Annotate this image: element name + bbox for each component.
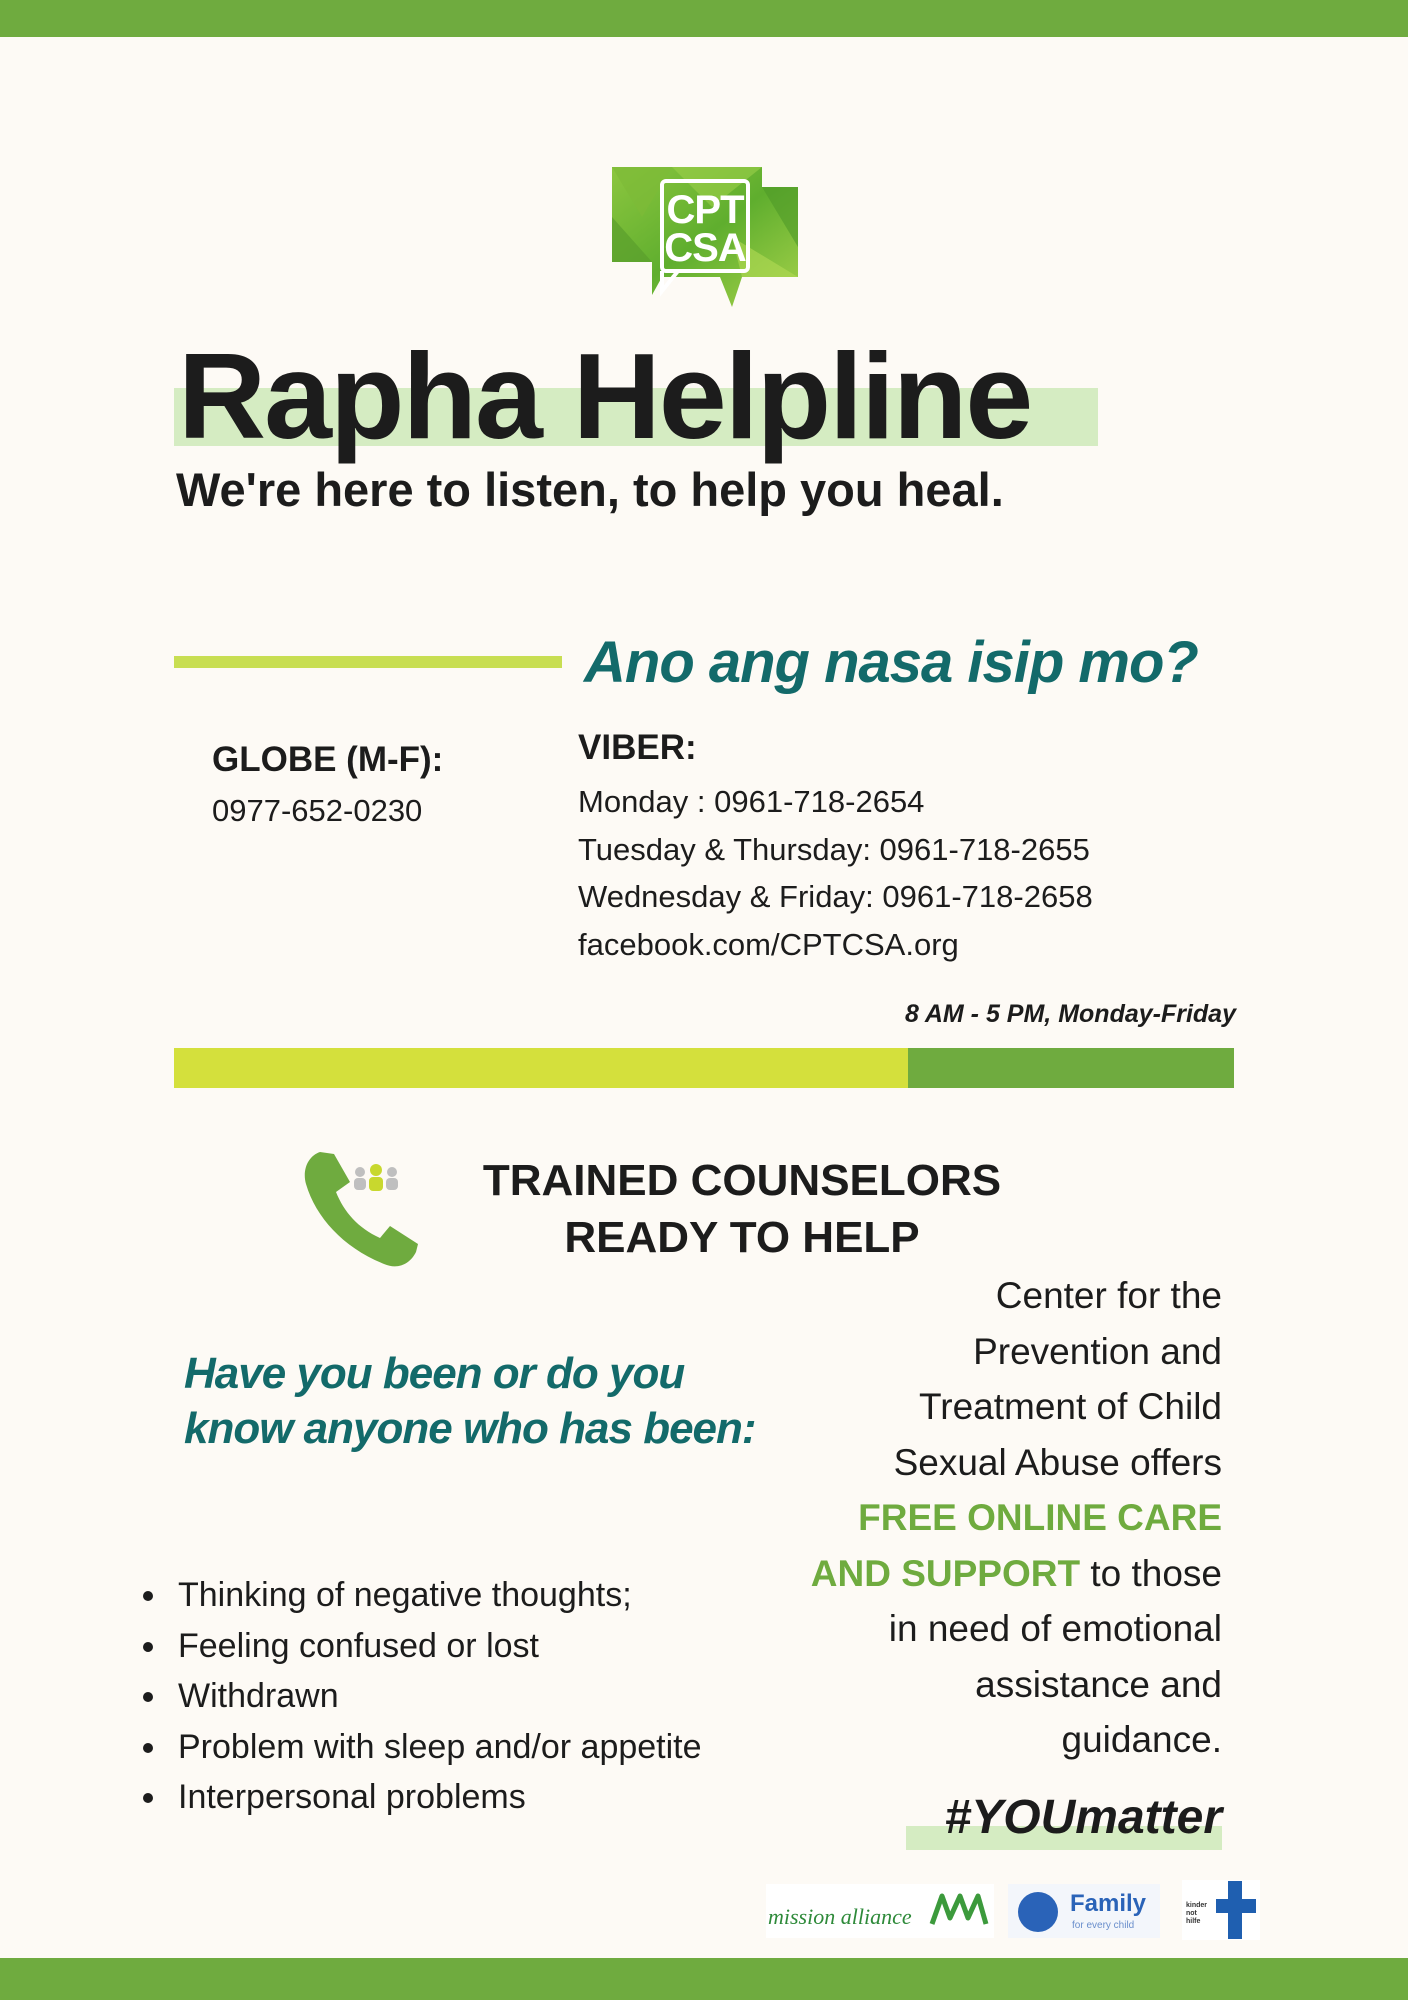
center-line: Sexual Abuse offers (893, 1441, 1222, 1483)
kindernothilfe-text (1186, 1902, 1207, 1926)
list-item: • Interpersonal problems (170, 1772, 702, 1823)
globe-number: 0977-652-0230 (212, 793, 423, 828)
center-line: Prevention and (973, 1330, 1222, 1372)
logo-text (612, 188, 798, 270)
center-line: Treatment of Child (919, 1386, 1222, 1427)
divider-bar-dark (908, 1048, 1234, 1088)
question-heading: Ano ang nasa isip mo? (584, 630, 1198, 695)
mission-alliance-mark-icon (928, 1890, 990, 1930)
not-word: not (1186, 1910, 1197, 1917)
divider-line (174, 656, 562, 668)
viber-monday: Monday : 0961-718-2654 (578, 784, 925, 819)
symptom-list (130, 1570, 702, 1823)
globe-label: GLOBE (M-F): (212, 740, 444, 779)
family-text: Family (1070, 1890, 1147, 1917)
globe-icon (1018, 1892, 1058, 1932)
office-hours: 8 AM - 5 PM, Monday-Friday (904, 1000, 1236, 1028)
have-you-heading: Have you been or do you know anyone who has been: (184, 1349, 756, 1453)
kinder-word: kinder (1186, 1902, 1208, 1909)
mission-alliance-text: mission alliance (768, 1904, 912, 1929)
logo-line-2: CSA (664, 226, 746, 270)
family-subtext: for every child (1072, 1920, 1135, 1931)
counselors-line-1: TRAINED COUNSELORS (482, 1156, 1002, 1205)
viber-contact-list (578, 778, 1093, 968)
hashtag: #YOUmatter (944, 1791, 1222, 1844)
center-line: guidance. (1061, 1719, 1222, 1760)
list-item: • Feeling confused or lost (170, 1621, 702, 1672)
free-care-highlight: FREE ONLINE CARE (858, 1497, 1222, 1538)
hilfe-word: hilfe (1186, 1918, 1201, 1925)
cptcsa-logo (612, 167, 798, 310)
center-line: Center for the (995, 1275, 1222, 1316)
logo-line-1: CPT (666, 188, 744, 232)
top-border-bar (0, 0, 1408, 37)
phone-counselors-icon (300, 1148, 430, 1270)
list-item: • Thinking of negative thoughts; (170, 1570, 702, 1621)
mission-alliance-logo (766, 1884, 994, 1938)
center-description (740, 1268, 1222, 1768)
support-line (740, 1546, 1222, 1602)
family-for-every-child-logo (1008, 1884, 1160, 1938)
page-title: Rapha Helpline (178, 328, 1032, 464)
viber-tue-thu: Tuesday & Thursday: 0961-718-2655 (578, 831, 1090, 867)
page-subtitle: We're here to listen, to help you heal. (176, 463, 1004, 516)
counselors-heading (430, 1152, 1054, 1266)
center-line: in need of emotional (888, 1608, 1222, 1649)
viber-wed-fri: Wednesday & Friday: 0961-718-2658 (578, 879, 1093, 914)
counselors-line-2: READY TO HELP (564, 1213, 920, 1262)
viber-label: VIBER: (578, 728, 697, 767)
divider-bar-light (174, 1048, 908, 1088)
kindernothilfe-logo (1182, 1880, 1260, 1940)
cross-icon (1216, 1881, 1256, 1939)
list-item: • Problem with sleep and/or appetite (170, 1722, 702, 1773)
support-highlight: AND SUPPORT (810, 1552, 1081, 1594)
center-line: assistance and (975, 1663, 1222, 1705)
bottom-border-bar (0, 1958, 1408, 2000)
list-item: • Withdrawn (170, 1671, 702, 1722)
support-after: to those (1080, 1552, 1222, 1594)
facebook-link[interactable]: facebook.com/CPTCSA.org (578, 926, 959, 962)
